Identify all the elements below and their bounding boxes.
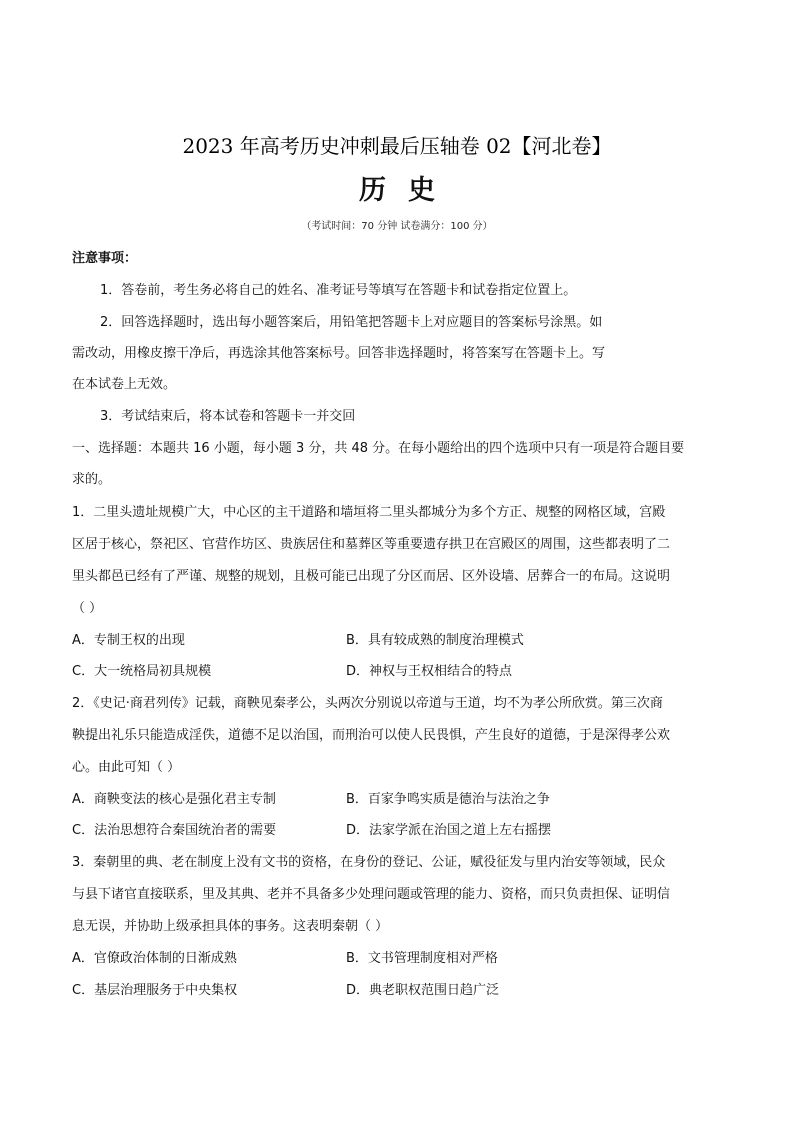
question-1-option-c: C．大一统格局初具规模	[72, 664, 212, 679]
question-1-option-a: A．专制王权的出现	[72, 633, 185, 648]
question-1-line-3: 里头都邑已经有了严谨、规整的规划，且极可能已出现了分区而居、区外设墙、居葬合一的布局。这说明	[72, 569, 671, 584]
question-3-option-c: C．基层治理服务于中央集权	[72, 983, 238, 998]
exam-info: （考试时间：70 分钟 试卷满分：100 分）	[301, 221, 493, 232]
notice-heading: 注意事项：	[72, 251, 138, 266]
section-heading-line-1: 一、选择题：本题共 16 小题，每小题 3 分，共 48 分。在每小题给出的四个选项中只有一项是符合题目要	[72, 441, 685, 456]
notice-item-3: 3．考试结束后，将本试卷和答题卡一并交回	[100, 409, 356, 424]
notice-item-2-line-3: 在本试卷上无效。	[72, 377, 177, 392]
question-3-line-3: 息无误，并协助上级承担具体的事务。这表明秦朝（ ）	[72, 919, 389, 934]
question-2-option-c: C．法治思想符合秦国统治者的需要	[72, 823, 277, 838]
question-2-option-a: A．商鞅变法的核心是强化君主专制	[72, 792, 276, 807]
question-2-line-3: 心。由此可知（ ）	[72, 760, 181, 775]
question-3-line-2: 与县下诸官直接联系，里及其典、老并不具备多少处理问题或管理的能力、资格，而只负责担保、证明信	[72, 887, 671, 902]
notice-item-2-line-1: 2．回答选择题时，选出每小题答案后，用铅笔把答题卡上对应题目的答案标号涂黑。如	[100, 315, 603, 330]
question-3-line-1: 3．秦朝里的典、老在制度上没有文书的资格，在身份的登记、公证，赋役征发与里内治安等领域，民众	[72, 855, 666, 870]
subject-title: 历史	[359, 175, 457, 206]
question-1-line-1: 1．二里头遗址规模广大，中心区的主干道路和墙垣将二里头都城分为多个方正、规整的网格区域，宫殿	[72, 505, 666, 520]
section-heading-line-2: 求的。	[72, 472, 112, 487]
question-3-option-d: D．典老职权范围日趋广泛	[346, 983, 500, 998]
question-1-line-2: 区居于核心，祭祀区、官营作坊区、贵族居住和墓葬区等重要遗存拱卫在宫殿区的周围，这些都表明了二	[72, 537, 671, 552]
question-1-option-b: B．具有较成熟的制度治理模式	[346, 633, 524, 648]
question-2-option-d: D．法家学派在治国之道上左右摇摆	[346, 823, 552, 838]
question-1-line-4: （ ）	[72, 601, 103, 616]
question-2-line-1: 2．《史记·商君列传》记载，商鞅见秦孝公，头两次分别说以帝道与王道，均不为孝公所欣赏。第三次商	[72, 696, 663, 711]
question-2-line-2: 鞅提出礼乐只能造成淫佚，道德不足以治国，而刑治可以使人民畏惧，产生良好的道德，于是深得孝公欢	[72, 728, 671, 743]
question-3-option-a: A．官僚政治体制的日渐成熟	[72, 951, 237, 966]
question-2-option-b: B．百家争鸣实质是德治与法治之争	[346, 792, 550, 807]
question-3-option-b: B．文书管理制度相对严格	[346, 951, 498, 966]
question-1-option-d: D．神权与王权相结合的特点	[346, 664, 513, 679]
notice-item-1: 1．答卷前，考生务必将自己的姓名、准考证号等填写在答题卡和试卷指定位置上。	[100, 283, 577, 298]
exam-title: 2023 年高考历史冲刺最后压轴卷 02【河北卷】	[182, 134, 612, 158]
notice-item-2-line-2: 需改动，用橡皮擦干净后，再选涂其他答案标号。回答非选择题时，将答案写在答题卡上。写	[72, 346, 606, 361]
